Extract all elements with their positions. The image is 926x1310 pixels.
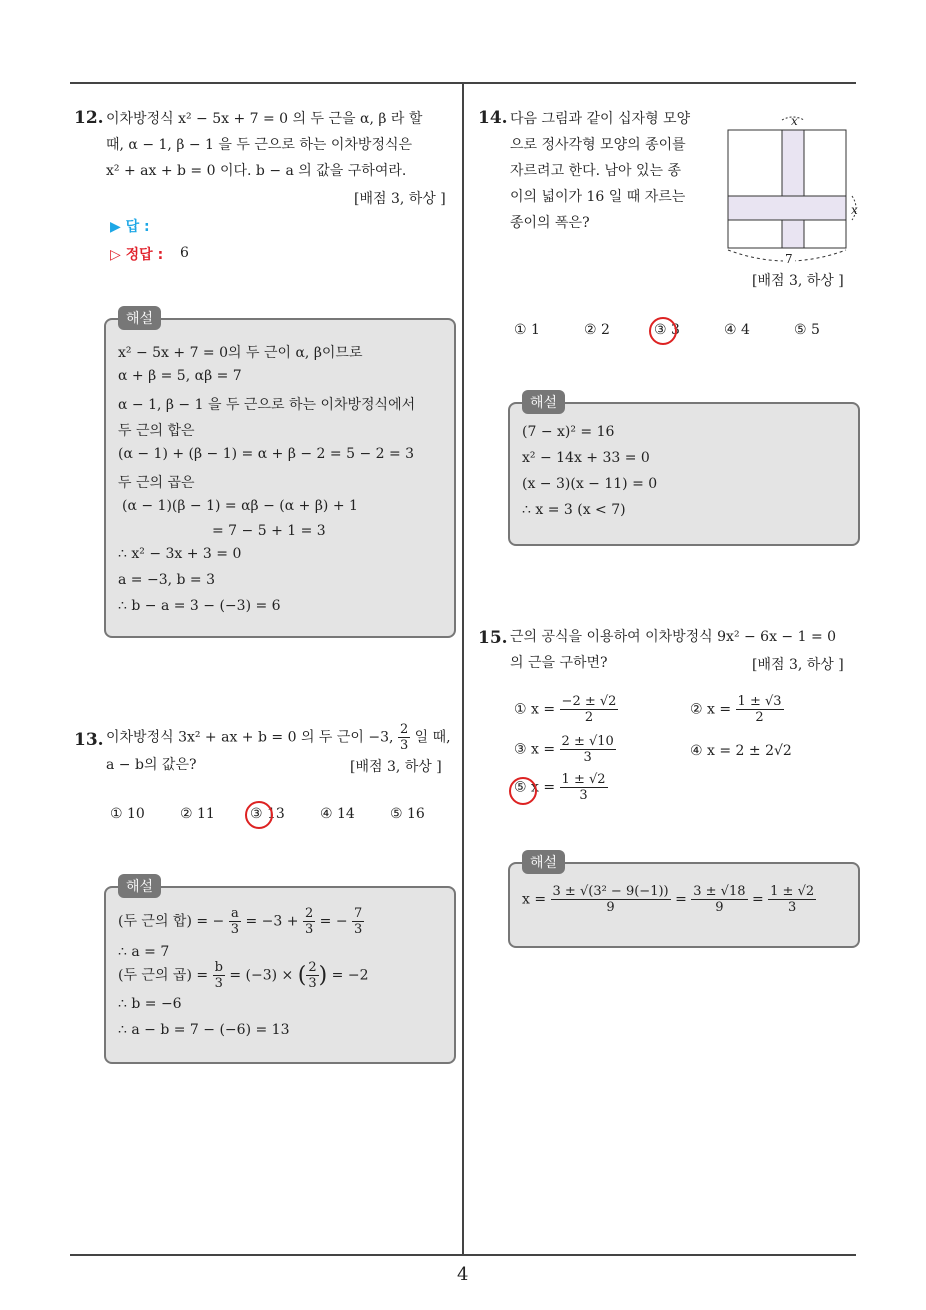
choice-3[interactable]: ③ 13 <box>250 806 285 822</box>
fraction-numerator: 1 ± √3 <box>737 694 782 709</box>
solution-line <box>118 906 364 937</box>
fraction-denominator: 3 <box>354 922 363 937</box>
fraction-denominator: 3 <box>399 738 409 753</box>
choice-4[interactable]: ④ 4 <box>724 322 750 338</box>
fraction <box>560 734 616 765</box>
question-text-line: 다음 그림과 같이 십자형 모양 <box>510 111 691 127</box>
question-number: 13. <box>74 730 104 750</box>
fraction-numerator: 3 ± √(3² − 9(−1)) <box>552 884 669 899</box>
choice-mark: ③ <box>514 741 527 758</box>
choice-3[interactable]: ③ 3 <box>654 322 680 338</box>
fraction <box>213 960 225 991</box>
solution-tag: 해설 <box>118 874 161 898</box>
figure-label-bottom: 7 <box>785 252 793 266</box>
selected-answer-circle <box>245 801 273 829</box>
correct-answer-label: ▷ 정답 : <box>110 247 164 263</box>
question-text-line-3: x² + ax + b = 0 이다. b − a 의 값을 구하여라. <box>106 163 407 179</box>
fraction-denominator: 3 <box>230 922 240 937</box>
fraction-numerator: 2 <box>399 722 409 737</box>
question-number: 12. <box>74 108 104 128</box>
fraction-denominator: 2 <box>584 710 594 725</box>
question-text-part: 이차방정식 3x² + ax + b = 0 의 두 근이 −3, <box>106 729 394 746</box>
solution-line: ∴ a − b = 7 − (−6) = 13 <box>118 1022 290 1038</box>
fraction-numerator: 3 ± √18 <box>693 884 746 899</box>
solution-line: ∴ x = 3 (x < 7) <box>522 502 626 518</box>
fraction-numerator: 1 ± √2 <box>561 772 606 787</box>
solution-line: (α − 1)(β − 1) = αβ − (α + β) + 1 <box>122 498 358 514</box>
question-text-line-2: 의 근을 구하면? <box>510 655 608 671</box>
solution-line: x² − 5x + 7 = 0의 두 근이 α, β이므로 <box>118 345 363 361</box>
fraction-denominator: 3 <box>214 976 223 991</box>
choice-2[interactable]: ② 11 <box>180 806 215 822</box>
equals-sign: = <box>751 891 764 908</box>
fraction-numerator: 1 ± √2 <box>770 884 815 899</box>
solution-line <box>522 884 816 915</box>
column-divider <box>462 82 464 1256</box>
cross-cut-figure <box>720 112 866 270</box>
solution-text: = − <box>319 913 348 930</box>
score-label: [배점 3, 하상 ] <box>354 191 446 207</box>
choice-1[interactable]: ① 10 <box>110 806 145 822</box>
fraction-denominator: 9 <box>606 900 615 915</box>
solution-text: = −2 <box>331 967 369 984</box>
fraction-numerator: −2 ± √2 <box>561 694 617 709</box>
question-text-line-1 <box>106 722 451 753</box>
figure-label-side: x <box>851 203 858 217</box>
fraction-denominator: 9 <box>715 900 724 915</box>
question-text-line-2: 때, α − 1, β − 1 을 두 근으로 하는 이차방정식은 <box>106 137 413 153</box>
solution-line: ∴ a = 7 <box>118 944 170 960</box>
solution-line: (7 − x)² = 16 <box>522 424 615 440</box>
correct-answer-value: 6 <box>180 245 189 261</box>
fraction <box>352 906 364 937</box>
choice-2[interactable] <box>690 694 784 725</box>
solution-tag: 해설 <box>118 306 161 330</box>
choice-2[interactable]: ② 2 <box>584 322 610 338</box>
choice-text: x = <box>531 779 556 796</box>
solution-line: α − 1, β − 1 을 두 근으로 하는 이차방정식에서 <box>118 397 416 413</box>
solution-tag: 해설 <box>522 390 565 414</box>
fraction <box>229 906 241 937</box>
fraction <box>306 960 318 991</box>
choice-mark: ⑤ <box>514 779 527 796</box>
question-text-line-1: 이차방정식 x² − 5x + 7 = 0 의 두 근을 α, β 라 할 <box>106 111 423 127</box>
fraction-denominator: 3 <box>579 788 588 803</box>
score-label: [배점 3, 하상 ] <box>350 759 442 775</box>
equals-sign: = <box>675 891 687 908</box>
solution-line: 두 근의 합은 <box>118 423 195 439</box>
choice-3[interactable] <box>514 734 616 765</box>
page-number: 4 <box>457 1264 469 1285</box>
answer-label: ▶ 답 : <box>110 219 150 235</box>
fraction-denominator: 3 <box>788 900 797 915</box>
fraction <box>398 722 410 753</box>
solution-text: (두 근의 합) = − <box>118 913 225 930</box>
question-text-line: 이의 넓이가 16 일 때 자르는 <box>510 189 686 205</box>
fraction-numerator: 2 ± √10 <box>561 734 614 749</box>
solution-line: 두 근의 곱은 <box>118 475 195 491</box>
fraction <box>303 906 315 937</box>
solution-text: = (−3) × <box>229 967 294 984</box>
choice-1[interactable]: ① 1 <box>514 322 540 338</box>
solution-tag: 해설 <box>522 850 565 874</box>
choice-5[interactable]: ⑤ 5 <box>794 322 820 338</box>
question-text-part: 일 때, <box>414 729 451 746</box>
fraction-numerator: b <box>214 960 223 975</box>
choice-text: x = <box>531 701 556 718</box>
solution-line: ∴ x² − 3x + 3 = 0 <box>118 546 242 562</box>
fraction-numerator: 2 <box>304 906 314 921</box>
selected-answer-circle <box>509 777 537 805</box>
question-number: 15. <box>478 628 508 648</box>
choice-mark: ② <box>690 701 703 718</box>
solution-line <box>118 960 368 991</box>
solution-text: x = <box>522 891 547 908</box>
question-number: 14. <box>478 108 508 128</box>
solution-line: ∴ b = −6 <box>118 996 182 1012</box>
fraction <box>560 772 608 803</box>
solution-line: = 7 − 5 + 1 = 3 <box>212 523 326 539</box>
fraction-denominator: 3 <box>308 976 317 991</box>
fraction <box>560 694 619 725</box>
figure-label-top: x <box>791 114 798 128</box>
fraction-denominator: 2 <box>755 710 764 725</box>
fraction-numerator: 7 <box>354 906 363 921</box>
solution-line: (α − 1) + (β − 1) = α + β − 2 = 5 − 2 = 3 <box>118 446 415 462</box>
solution-line: ∴ b − a = 3 − (−3) = 6 <box>118 598 281 614</box>
score-label: [배점 3, 하상 ] <box>752 273 844 289</box>
choice-5[interactable]: ⑤ 16 <box>390 806 425 822</box>
fraction <box>736 694 784 725</box>
paren-open: ( <box>297 963 307 988</box>
solution-text: (두 근의 곱) = <box>118 967 209 984</box>
choice-text: x = <box>531 741 556 758</box>
question-text-line: 종이의 폭은? <box>510 215 590 231</box>
question-text-line-2: a − b의 값은? <box>106 757 197 773</box>
fraction <box>768 884 816 915</box>
solution-line: α + β = 5, αβ = 7 <box>118 368 242 384</box>
question-text-line: 으로 정사각형 모양의 종이를 <box>510 137 686 153</box>
fraction-denominator: 3 <box>304 922 314 937</box>
fraction-numerator: a <box>229 906 241 922</box>
question-text-line-1: 근의 공식을 이용하여 이차방정식 9x² − 6x − 1 = 0 <box>510 629 837 645</box>
fraction <box>691 884 747 915</box>
fraction <box>551 884 671 915</box>
paren-close: ) <box>318 963 328 988</box>
choice-mark: ① <box>514 701 527 718</box>
score-label: [배점 3, 하상 ] <box>752 657 844 673</box>
selected-answer-circle <box>649 317 677 345</box>
solution-line: a = −3, b = 3 <box>118 572 216 588</box>
choice-4[interactable]: ④ 14 <box>320 806 355 822</box>
solution-line: (x − 3)(x − 11) = 0 <box>522 476 658 492</box>
fraction-denominator: 3 <box>583 750 592 765</box>
choice-1[interactable] <box>514 694 618 725</box>
question-text-line: 자르려고 한다. 남아 있는 종 <box>510 163 682 179</box>
solution-text: = −3 + <box>245 913 299 930</box>
choice-text: x = <box>707 701 732 718</box>
choice-4[interactable]: ④ x = 2 ± 2√2 <box>690 743 792 759</box>
fraction-numerator: 2 <box>308 960 317 975</box>
solution-line: x² − 14x + 33 = 0 <box>522 450 650 466</box>
